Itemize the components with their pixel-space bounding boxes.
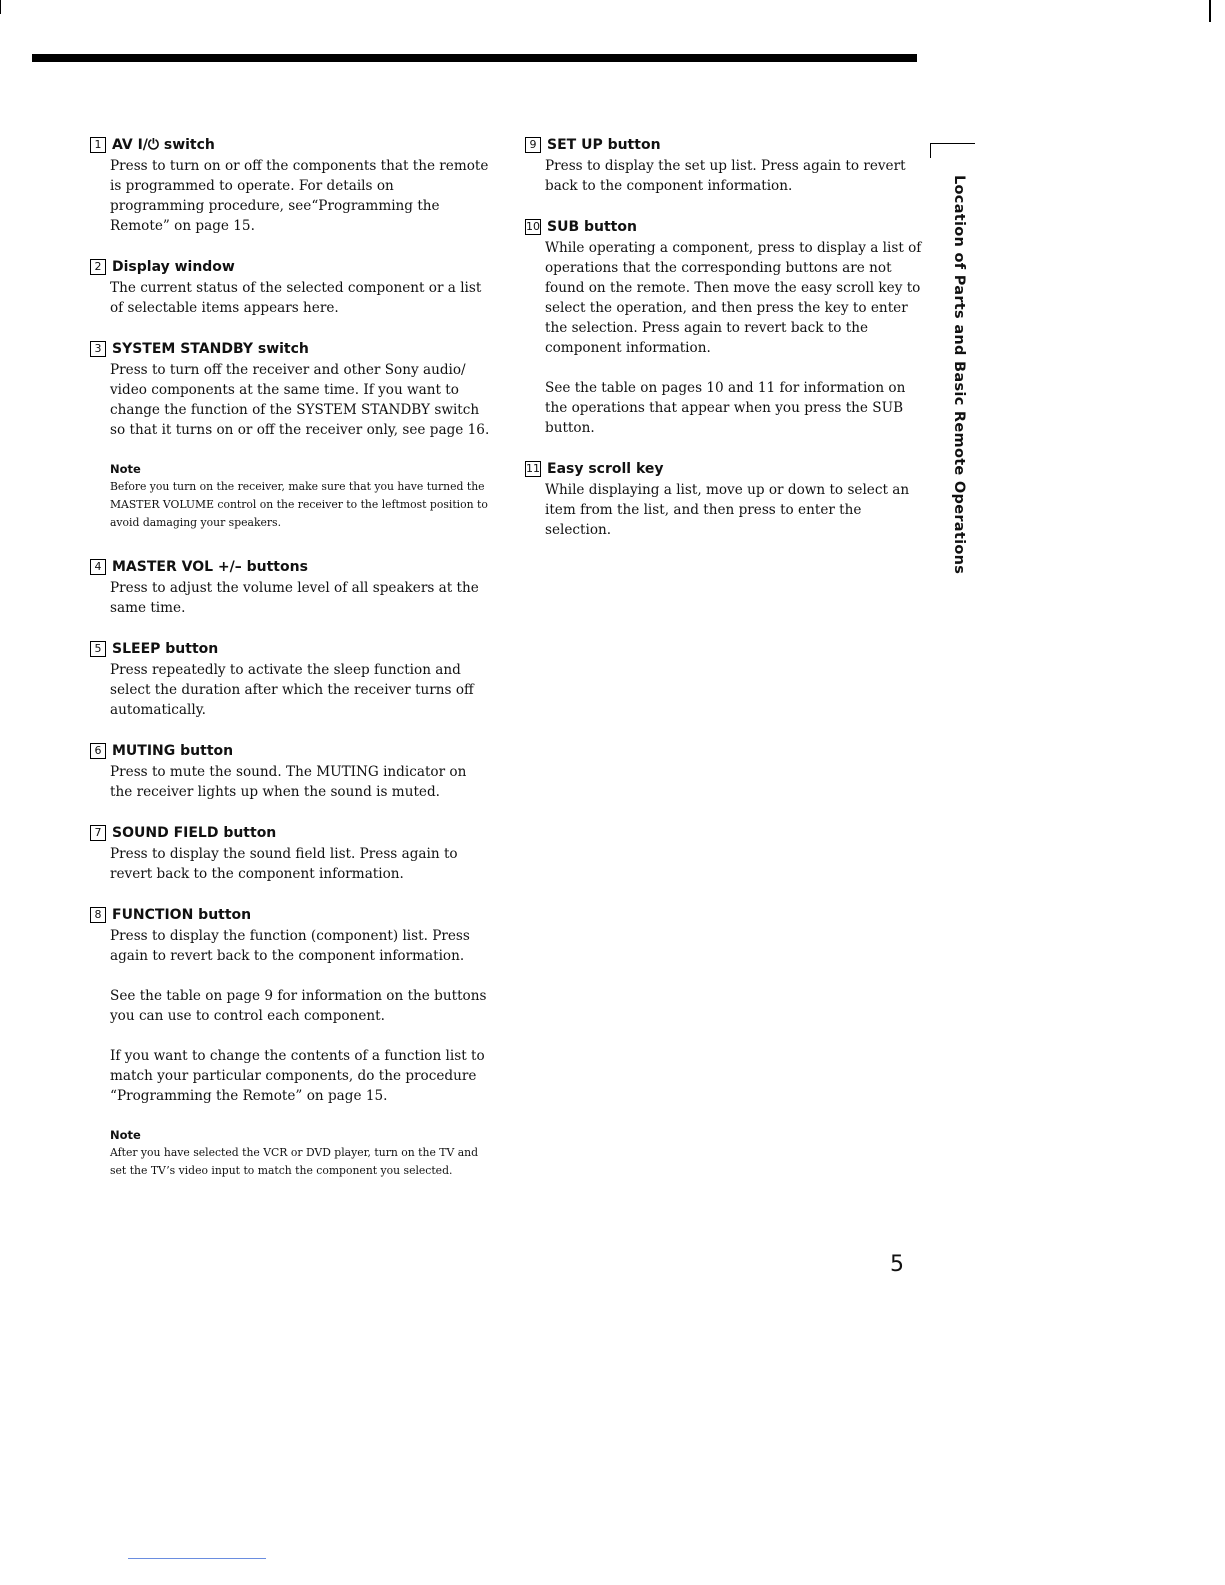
item-number-badge: 10 — [526, 220, 540, 233]
item-body — [545, 238, 925, 438]
note-2 — [110, 1126, 490, 1180]
item-number-badge: 5 — [90, 641, 106, 657]
item-number-badge: 8 — [90, 907, 106, 923]
item-paragraph: Press to mute the sound. The MUTING indicator on the receiver lights up when the sound is muted. — [110, 764, 467, 800]
item-number-badge: 11 — [526, 462, 540, 475]
item-body — [110, 844, 490, 884]
item-heading — [90, 256, 490, 278]
numbered-item — [90, 904, 490, 966]
item-paragraph: Press to adjust the volume level of all speakers at the same time. — [110, 580, 479, 616]
numbered-item — [525, 216, 925, 438]
item-number-badge: 2 — [90, 259, 106, 275]
item-paragraph: Press to display the sound field list. Press again to revert back to the component information. — [110, 846, 458, 882]
item-heading — [90, 822, 490, 844]
item-title: SLEEP button — [112, 641, 219, 657]
note-text: After you have selected the VCR or DVD player, turn on the TV and set the TV’s video input to match the component you selected. — [110, 1146, 478, 1177]
item-number-badge: 9 — [525, 137, 541, 153]
item-title: MUTING button — [112, 743, 234, 759]
section-title: Location of Parts and Basic Remote Operations — [951, 175, 967, 575]
numbered-item — [90, 740, 490, 802]
item-number-badge: 7 — [90, 825, 106, 841]
item-paragraph: While displaying a list, move up or down to select an item from the list, and then press to enter the selection. — [545, 482, 910, 538]
numbered-item — [90, 134, 490, 236]
note-text: Before you turn on the receiver, make sure that you have turned the MASTER VOLUME control on the receiver to the leftmost position to avoid damaging your speakers. — [110, 480, 488, 529]
crop-mark — [1209, 0, 1211, 22]
item-heading — [90, 134, 490, 156]
item-title: SYSTEM STANDBY switch — [112, 341, 309, 357]
paragraph: See the table on page 9 for information on the buttons you can use to control each component. — [110, 988, 487, 1024]
item-title: MASTER VOL +/– buttons — [112, 559, 308, 575]
note-label: Note — [110, 462, 141, 476]
item-paragraph: While operating a component, press to display a list of operations that the corresponding buttons are not found on the remote. Then move the easy scroll key to select the operation, and then press the key to enter the selection. Press again to revert back to the component information. — [545, 240, 922, 356]
item-paragraph: See the table on pages 10 and 11 for information on the operations that appear when you press the SUB button. — [545, 380, 906, 436]
item-heading — [525, 216, 925, 238]
numbered-item — [90, 338, 490, 440]
section-tab-marker — [930, 143, 975, 158]
note-label: Note — [110, 1128, 141, 1142]
item-body — [110, 660, 490, 720]
note-1 — [110, 460, 490, 532]
item-paragraph: Press to display the function (component) list. Press again to revert back to the component information. — [110, 928, 470, 964]
item-title: AV I/⏻ switch — [112, 137, 215, 153]
page-number: 5 — [890, 1252, 904, 1277]
item-paragraph: Press to turn off the receiver and other Sony audio/ video components at the same time. If you want to change the function of the SYSTEM STANDBY switch so that it turns on or off the receiver only, see page 16. — [110, 362, 490, 438]
numbered-item — [90, 256, 490, 318]
item-title: Easy scroll key — [547, 461, 664, 477]
item-title: SUB button — [547, 219, 637, 235]
item-paragraph: Press to display the set up list. Press again to revert back to the component information. — [545, 158, 906, 194]
item-body — [110, 926, 490, 966]
item-number-badge: 4 — [90, 559, 106, 575]
item-body — [110, 278, 490, 318]
crop-mark — [0, 0, 1, 14]
item-number-badge: 6 — [90, 743, 106, 759]
item-body — [545, 156, 925, 196]
numbered-item — [90, 556, 490, 618]
numbered-item — [525, 458, 925, 540]
item-title: FUNCTION button — [112, 907, 252, 923]
item-paragraph: Press to turn on or off the components that the remote is programmed to operate. For details on programming procedure, see“Programming the Remote” on page 15. — [110, 158, 489, 234]
item-heading — [525, 458, 925, 480]
item-body — [545, 480, 925, 540]
footer-line — [128, 1558, 266, 1559]
numbered-item — [90, 638, 490, 720]
numbered-item — [525, 134, 925, 196]
item-body — [110, 360, 490, 440]
item-body — [110, 578, 490, 618]
item-body — [110, 762, 490, 802]
header-rule — [32, 54, 917, 62]
item-paragraph: Press repeatedly to activate the sleep function and select the duration after which the receiver turns off automatically. — [110, 662, 474, 718]
item-number-badge: 1 — [90, 137, 106, 153]
item-heading — [90, 338, 490, 360]
item-title: SOUND FIELD button — [112, 825, 277, 841]
item-title: SET UP button — [547, 137, 661, 153]
item-title: Display window — [112, 259, 235, 275]
section-side-label — [944, 175, 974, 575]
item-heading — [525, 134, 925, 156]
item-paragraph: The current status of the selected component or a list of selectable items appears here. — [110, 280, 482, 316]
left-column — [90, 134, 490, 1204]
right-column — [525, 134, 925, 560]
paragraph: If you want to change the contents of a function list to match your particular components, do the procedure “Programming the Remote” on page 15. — [110, 1048, 485, 1104]
numbered-item — [90, 822, 490, 884]
item-heading — [90, 904, 490, 926]
item-heading — [90, 740, 490, 762]
item-body — [110, 156, 490, 236]
item-heading — [90, 556, 490, 578]
item-heading — [90, 638, 490, 660]
item-number-badge: 3 — [90, 341, 106, 357]
